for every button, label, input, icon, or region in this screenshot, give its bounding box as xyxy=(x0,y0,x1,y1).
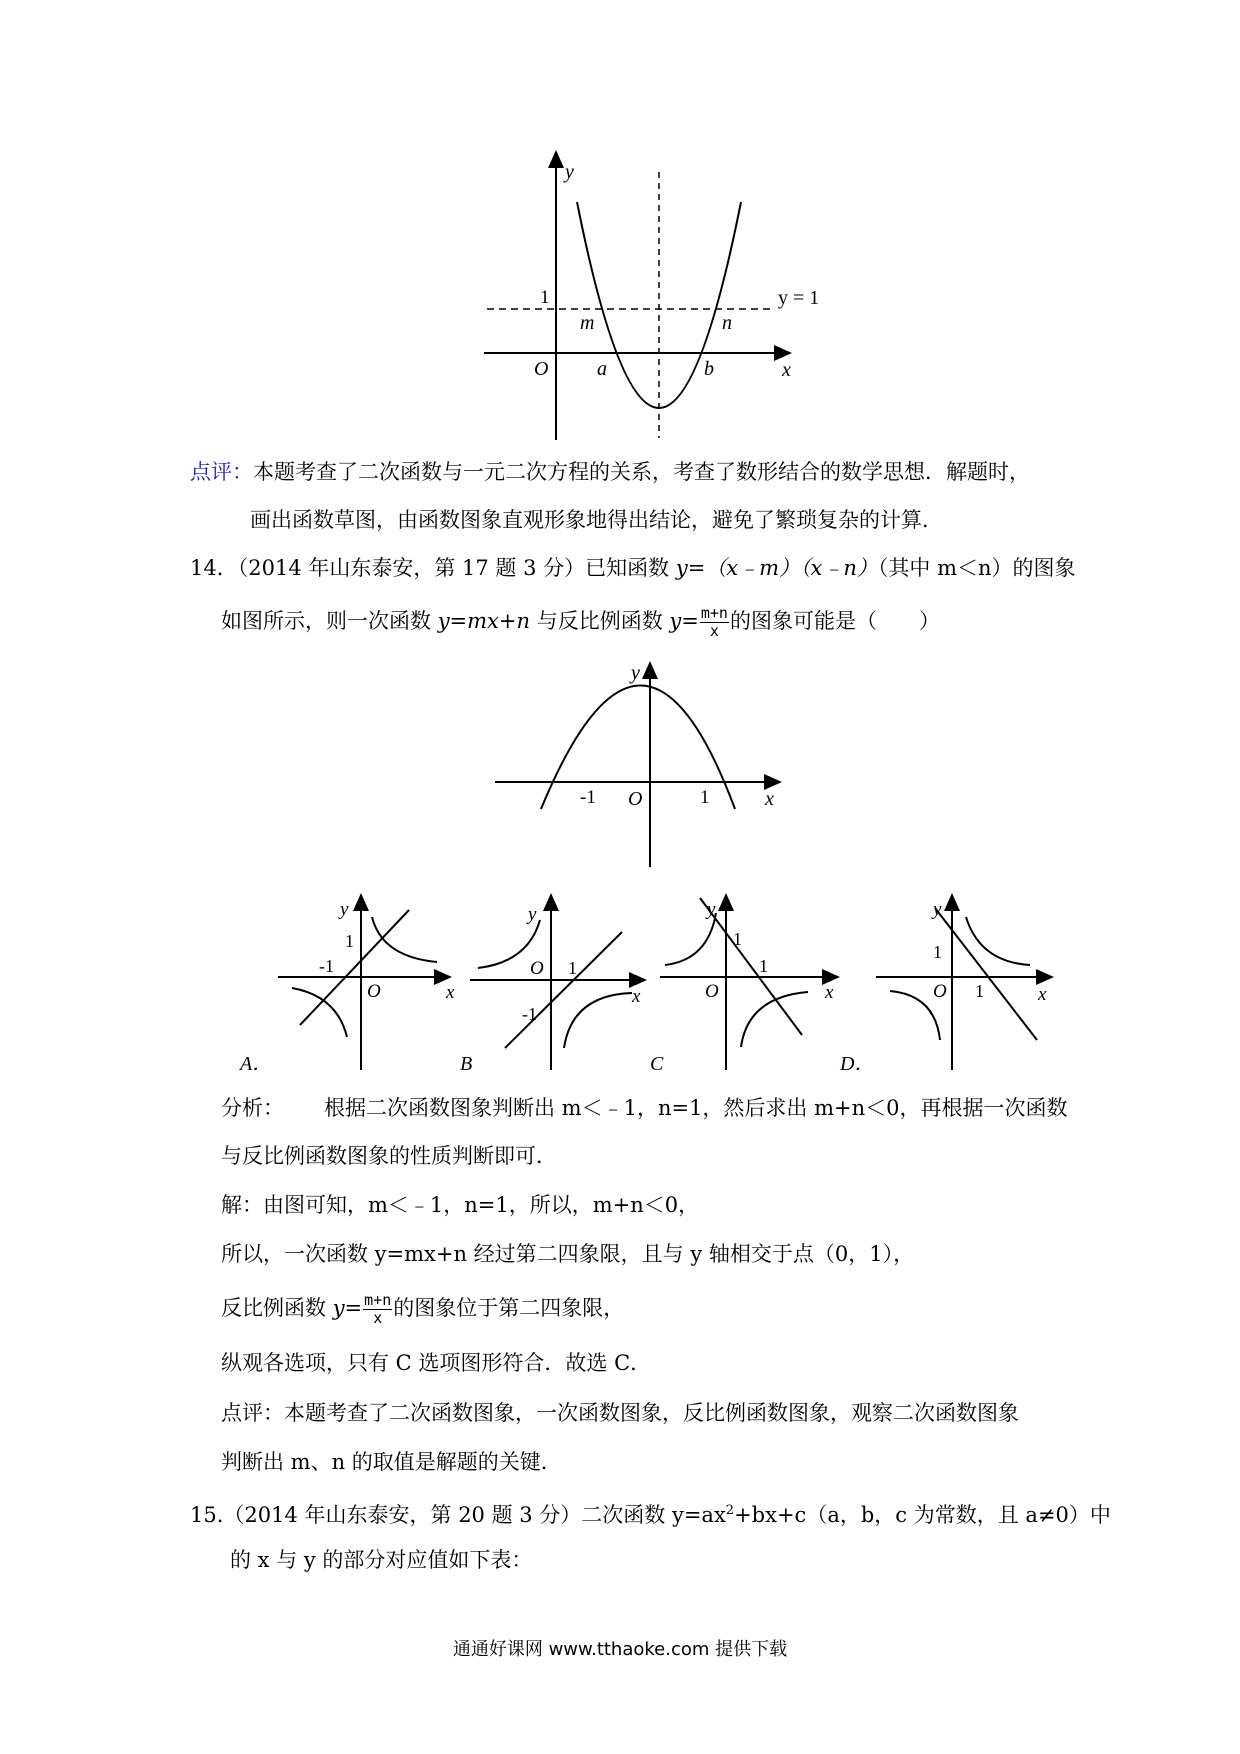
origin-label: O xyxy=(534,358,549,380)
q15-text1b: +bx+c（a，b，c 为常数，且 a≠0）中 xyxy=(734,1503,1111,1527)
q15-line2: 的 x 与 y 的部分对应值如下表： xyxy=(230,1548,533,1572)
q14-text1b: （其中 m＜n）的图象 xyxy=(877,556,1076,580)
q15-superscript: 2 xyxy=(725,1503,735,1518)
option-b-label: B xyxy=(460,1053,473,1075)
q15-line1 xyxy=(190,1498,1111,1528)
analysis-line1 xyxy=(221,1095,1068,1121)
x-axis-label: x xyxy=(765,788,774,810)
hyperbola-branch-2 xyxy=(741,992,808,1047)
y-axis-label: y xyxy=(631,662,640,684)
hyperbola-branch-2 xyxy=(292,988,347,1037)
point-m: m xyxy=(580,312,595,334)
tick-neg1: -1 xyxy=(319,956,334,976)
tick-1: 1 xyxy=(345,931,354,951)
tick-1-x: 1 xyxy=(759,956,768,976)
point-n: n xyxy=(722,312,732,334)
x-axis-label: x xyxy=(825,982,834,1003)
tick-neg1: -1 xyxy=(522,1004,537,1024)
frac-numerator: m+n xyxy=(364,1291,392,1309)
analysis-text1: 根据二次函数图象判断出 m＜﹣1，n=1，然后求出 m+n＜0，再根据一次函数 xyxy=(324,1096,1068,1120)
comment-prefix: 点评： xyxy=(190,460,253,484)
q14-yeq: y= xyxy=(669,609,699,633)
option-a-label: A． xyxy=(240,1053,273,1075)
linear-line xyxy=(300,910,409,1025)
linear-line xyxy=(935,908,1037,1040)
y-axis-label: y xyxy=(707,899,716,920)
option-c-graph xyxy=(660,895,838,1070)
x-axis-label: x xyxy=(632,986,641,1007)
fraction-mn-over-x xyxy=(363,1292,392,1327)
x-axis-label: x xyxy=(446,982,455,1003)
solution-yeq: y= xyxy=(332,1296,363,1320)
solution-line2: 所以，一次函数 y=mx+n 经过第二四象限，且与 y 轴相交于点（0，1）， xyxy=(221,1242,915,1266)
solution-line4: 纵观各选项，只有 C 选项图形符合．故选 C． xyxy=(221,1351,652,1375)
option-a-graph xyxy=(278,895,455,1070)
origin-label: O xyxy=(628,788,643,810)
option-d-label: D． xyxy=(840,1053,875,1075)
frac-denominator: x xyxy=(709,622,719,640)
tick-1: 1 xyxy=(568,958,577,978)
y-axis-label: y xyxy=(933,899,942,920)
tick-neg1: -1 xyxy=(580,787,596,808)
root-b: b xyxy=(704,358,714,380)
frac-numerator: m+n xyxy=(700,604,728,622)
tick-1-x: 1 xyxy=(975,981,984,1001)
comment14-line1: 点评：本题考查了二次函数图象，一次函数图象，反比例函数图象，观察二次函数图象 xyxy=(221,1401,1019,1425)
option-b-graph xyxy=(470,895,645,1070)
option-c-label: C xyxy=(650,1053,664,1075)
q14-linear: y=mx+n xyxy=(437,609,531,633)
q14-number: 14． xyxy=(190,556,238,580)
solution-line3a: 反比例函数 xyxy=(221,1296,333,1320)
hyperbola-branch-1 xyxy=(665,913,716,965)
x-axis-label: x xyxy=(782,359,791,381)
tick-1: 1 xyxy=(540,287,550,308)
fraction-mn-over-x xyxy=(700,605,729,640)
figure-parabola-y1 xyxy=(0,0,1240,460)
analysis-line2: 与反比例函数图象的性质判断即可． xyxy=(221,1144,557,1168)
origin-label: O xyxy=(530,958,544,979)
comment13-line2: 画出函数草图，由函数图象直观形象地得出结论，避免了繁琐复杂的计算． xyxy=(250,508,943,532)
q14-func: y=（x﹣m）（x﹣n） xyxy=(675,556,878,580)
q15-text1a: 15.（2014 年山东泰安，第 20 题 3 分）二次函数 y=ax xyxy=(190,1503,726,1527)
tick-1: 1 xyxy=(933,942,942,962)
y-axis-label: y xyxy=(340,899,349,920)
page-footer: 通通好课网 www.tthaoke.com 提供下载 xyxy=(452,1639,788,1660)
comment13-line1 xyxy=(190,459,1030,485)
solution-line1: 解：由图可知，m＜﹣1，n=1，所以，m+n＜0， xyxy=(221,1193,700,1217)
analysis-label: 分析： xyxy=(221,1096,284,1120)
frac-denominator: x xyxy=(373,1309,383,1327)
line-y1-label: y = 1 xyxy=(778,287,820,309)
figure-options xyxy=(0,880,1240,1080)
comment14-line2: 判断出 m、n 的取值是解题的关键． xyxy=(221,1450,562,1474)
y-axis-label: y xyxy=(565,161,574,183)
solution-line3b: 的图象位于第二四象限， xyxy=(393,1296,625,1320)
origin-label: O xyxy=(705,981,719,1002)
origin-label: O xyxy=(933,981,947,1002)
hyperbola-branch-1 xyxy=(966,917,1030,965)
tick-1: 1 xyxy=(733,929,742,949)
figure-parabola-q14 xyxy=(0,655,1240,875)
origin-label: O xyxy=(367,981,381,1002)
q14-text2c: 的图象可能是（ ） xyxy=(729,609,940,633)
root-a: a xyxy=(597,358,607,380)
option-d-graph xyxy=(876,895,1052,1070)
tick-pos1: 1 xyxy=(700,787,710,808)
q14-text1a: 已知函数 xyxy=(585,556,676,580)
q14-source: （2014 年山东泰安，第 17 题 3 分） xyxy=(237,556,586,580)
x-axis-label: x xyxy=(1038,984,1047,1005)
q14-text2a: 如图所示，则一次函数 xyxy=(221,609,438,633)
y-axis-label: y xyxy=(528,904,537,925)
comment13-text1: 本题考查了二次函数与一元二次方程的关系，考查了数形结合的数学思想．解题时， xyxy=(253,460,1030,484)
solution-line3 xyxy=(221,1292,624,1327)
q14-line1 xyxy=(190,555,1076,581)
q14-line2 xyxy=(221,605,940,640)
q14-text2b: 与反比例函数 xyxy=(530,609,670,633)
hyperbola-branch-2 xyxy=(564,993,632,1048)
